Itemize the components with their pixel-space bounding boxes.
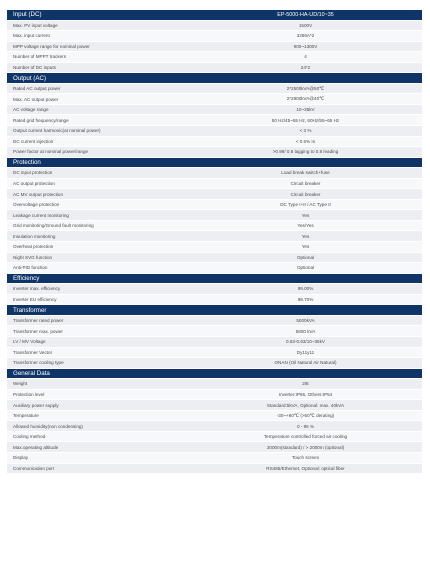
- row-label: Rated AC output power: [13, 86, 61, 92]
- model-name: EP-5000-HA-UD/10~35: [277, 11, 334, 18]
- row-label: Protection level: [13, 391, 45, 397]
- row-label: Transformer cooling type: [13, 360, 64, 366]
- table-row: [7, 337, 422, 348]
- table-row: [7, 94, 422, 105]
- table-row: [7, 200, 422, 211]
- section-title: Input (DC): [13, 11, 42, 19]
- table-row: [7, 442, 422, 453]
- row-value: < 0.5% In: [295, 138, 316, 144]
- table-row: [7, 210, 422, 221]
- row-label: Cooling method: [13, 434, 46, 440]
- table-row: [7, 63, 422, 74]
- row-label: Weight: [13, 381, 28, 387]
- table-row: [7, 411, 422, 422]
- row-value: 1500V: [298, 22, 313, 28]
- row-value: 0.63-0.63/10~35kV: [286, 339, 325, 345]
- row-value: Yes: [301, 233, 310, 239]
- row-label: Max.operating altitude: [13, 444, 59, 450]
- table-row: [7, 295, 422, 306]
- section-title: General Data: [13, 369, 50, 377]
- row-value: 5800 kVA: [295, 328, 316, 334]
- table-row: [7, 464, 422, 475]
- table-row: [7, 348, 422, 359]
- row-value: 98.70%: [297, 297, 314, 303]
- row-value: 5000kVA: [296, 318, 315, 324]
- table-row: [7, 242, 422, 253]
- table-row: [7, 221, 422, 232]
- table-row: [7, 390, 422, 401]
- row-label: Anti-PID function: [13, 265, 48, 271]
- table-row: [7, 137, 422, 148]
- row-value: 3286A*2: [296, 33, 315, 39]
- row-label: Max. AC output power: [13, 96, 59, 102]
- table-row: [7, 31, 422, 42]
- row-value: Standard:5kVA, Optional: max. 40kVA: [266, 402, 345, 408]
- row-label: Transformer rated power: [13, 318, 64, 324]
- row-value: Touch screen: [291, 455, 320, 461]
- table-row: [7, 168, 422, 179]
- row-value: 900~1300V: [293, 43, 318, 49]
- row-value: Circuit breaker: [290, 181, 321, 187]
- table-row: [7, 432, 422, 443]
- row-label: Leakage current monitoring: [13, 212, 69, 218]
- table-row: [7, 453, 422, 464]
- row-label: AC voltage range: [13, 107, 49, 113]
- row-label: MPP voltage range for nominal power: [13, 43, 90, 49]
- table-row: [7, 284, 422, 295]
- row-label: Temperature: [13, 413, 39, 419]
- row-label: LV / MV Voltage: [13, 339, 46, 345]
- row-value: 2*2900kVA@40℃: [286, 96, 325, 102]
- table-row: [7, 231, 422, 242]
- table-row: [7, 421, 422, 432]
- table-row: [7, 358, 422, 369]
- row-value: 10~35kV: [296, 107, 315, 113]
- row-label: Inverter EU efficiency: [13, 297, 57, 303]
- row-label: Insulation monitoring: [13, 233, 56, 239]
- table-row: [7, 42, 422, 53]
- section-title: Efficiency: [13, 274, 40, 282]
- section-header: [7, 10, 422, 21]
- row-label: AC output protection: [13, 181, 55, 187]
- row-label: Max. PV input voltage: [13, 22, 58, 28]
- table-row: [7, 316, 422, 327]
- row-label: Overheat protection: [13, 244, 54, 250]
- row-value: 99.00%: [297, 286, 314, 292]
- row-label: Transformer max. power: [13, 328, 63, 334]
- row-value: Yes: [301, 244, 310, 250]
- table-row: [7, 21, 422, 32]
- section-header: [7, 305, 422, 316]
- row-label: Inverter max. efficiency: [13, 286, 61, 292]
- row-value: >0.99/ 0.8 lagging to 0.8 leading: [272, 149, 339, 155]
- row-value: -30~+60℃ (>50℃ derating): [276, 412, 335, 418]
- row-value: DC Type I+II / AC Type II: [280, 202, 331, 208]
- section-title: Protection: [13, 158, 41, 166]
- section-header: [7, 274, 422, 285]
- row-label: Transformer Vector: [13, 349, 53, 355]
- table-row: [7, 115, 422, 126]
- table-row: [7, 105, 422, 116]
- row-label: DC input protection: [13, 170, 53, 176]
- table-row: [7, 179, 422, 190]
- table-row: [7, 263, 422, 274]
- table-row: [7, 253, 422, 264]
- row-label: Output current harmonic(at nominal power): [13, 128, 101, 134]
- row-label: AC MV output protection: [13, 191, 64, 197]
- row-value: Circuit breaker: [290, 191, 321, 197]
- section-header: [7, 369, 422, 380]
- row-label: DC current injection: [13, 138, 54, 144]
- row-label: Overvoltage protection: [13, 202, 60, 208]
- table-row: [7, 147, 422, 158]
- row-value: Temperature controlled forced air cooling: [263, 434, 348, 440]
- table-row: [7, 400, 422, 411]
- spec-table: [7, 10, 422, 474]
- section-header: [7, 158, 422, 169]
- row-value: RS485/Ethernet, Optional: optical fiber: [266, 465, 345, 471]
- row-label: Display: [13, 455, 29, 461]
- row-value: < 3 %: [299, 128, 312, 134]
- row-label: Grid monitoring/Ground fault monitoring: [13, 223, 94, 229]
- row-value: 0 - 95 %: [296, 423, 315, 429]
- table-row: [7, 52, 422, 63]
- row-value: Inverter:IP65, Others:IP54: [278, 391, 333, 397]
- row-label: Power factor at nominal power/range: [13, 149, 89, 155]
- row-label: Max. input current: [13, 33, 50, 39]
- row-label: Communication port: [13, 465, 55, 471]
- row-value: 2000m(standard) / > 2000m (optional): [266, 444, 345, 450]
- row-value: Dy11y11: [296, 349, 315, 355]
- row-label: Auxiliary power supply: [13, 402, 59, 408]
- row-value: 24*2: [300, 65, 311, 70]
- row-value: 4: [304, 54, 307, 60]
- row-label: Rated grid frequency/range: [13, 117, 69, 123]
- table-row: [7, 326, 422, 337]
- table-row: [7, 126, 422, 137]
- row-value: Yes/Yes: [297, 223, 314, 229]
- row-label: Number of DC inputs: [13, 65, 56, 70]
- row-label: Night SVG function: [13, 254, 53, 260]
- row-value: 2*2500kVA@50℃: [286, 85, 325, 91]
- row-label: Number of MPPT trackers: [13, 54, 67, 60]
- section-title: Output (AC): [13, 74, 47, 82]
- table-row: [7, 84, 422, 95]
- row-value: 28t: [302, 381, 309, 387]
- section-title: Transformer: [13, 306, 47, 314]
- section-header: [7, 73, 422, 84]
- row-value: Optional: [296, 265, 315, 271]
- row-label: Allowed humidity(non condensing): [13, 423, 83, 429]
- row-value: Optional: [296, 254, 315, 260]
- row-value: ONAN (Oil Natural Air Natural): [274, 360, 337, 366]
- row-value: Load break switch+fuse: [281, 170, 330, 176]
- row-value: 50 Hz/45~55 Hz, 60Hz/55~65 Hz: [271, 117, 340, 123]
- table-row: [7, 379, 422, 390]
- table-row: [7, 189, 422, 200]
- row-value: Yes: [301, 212, 310, 218]
